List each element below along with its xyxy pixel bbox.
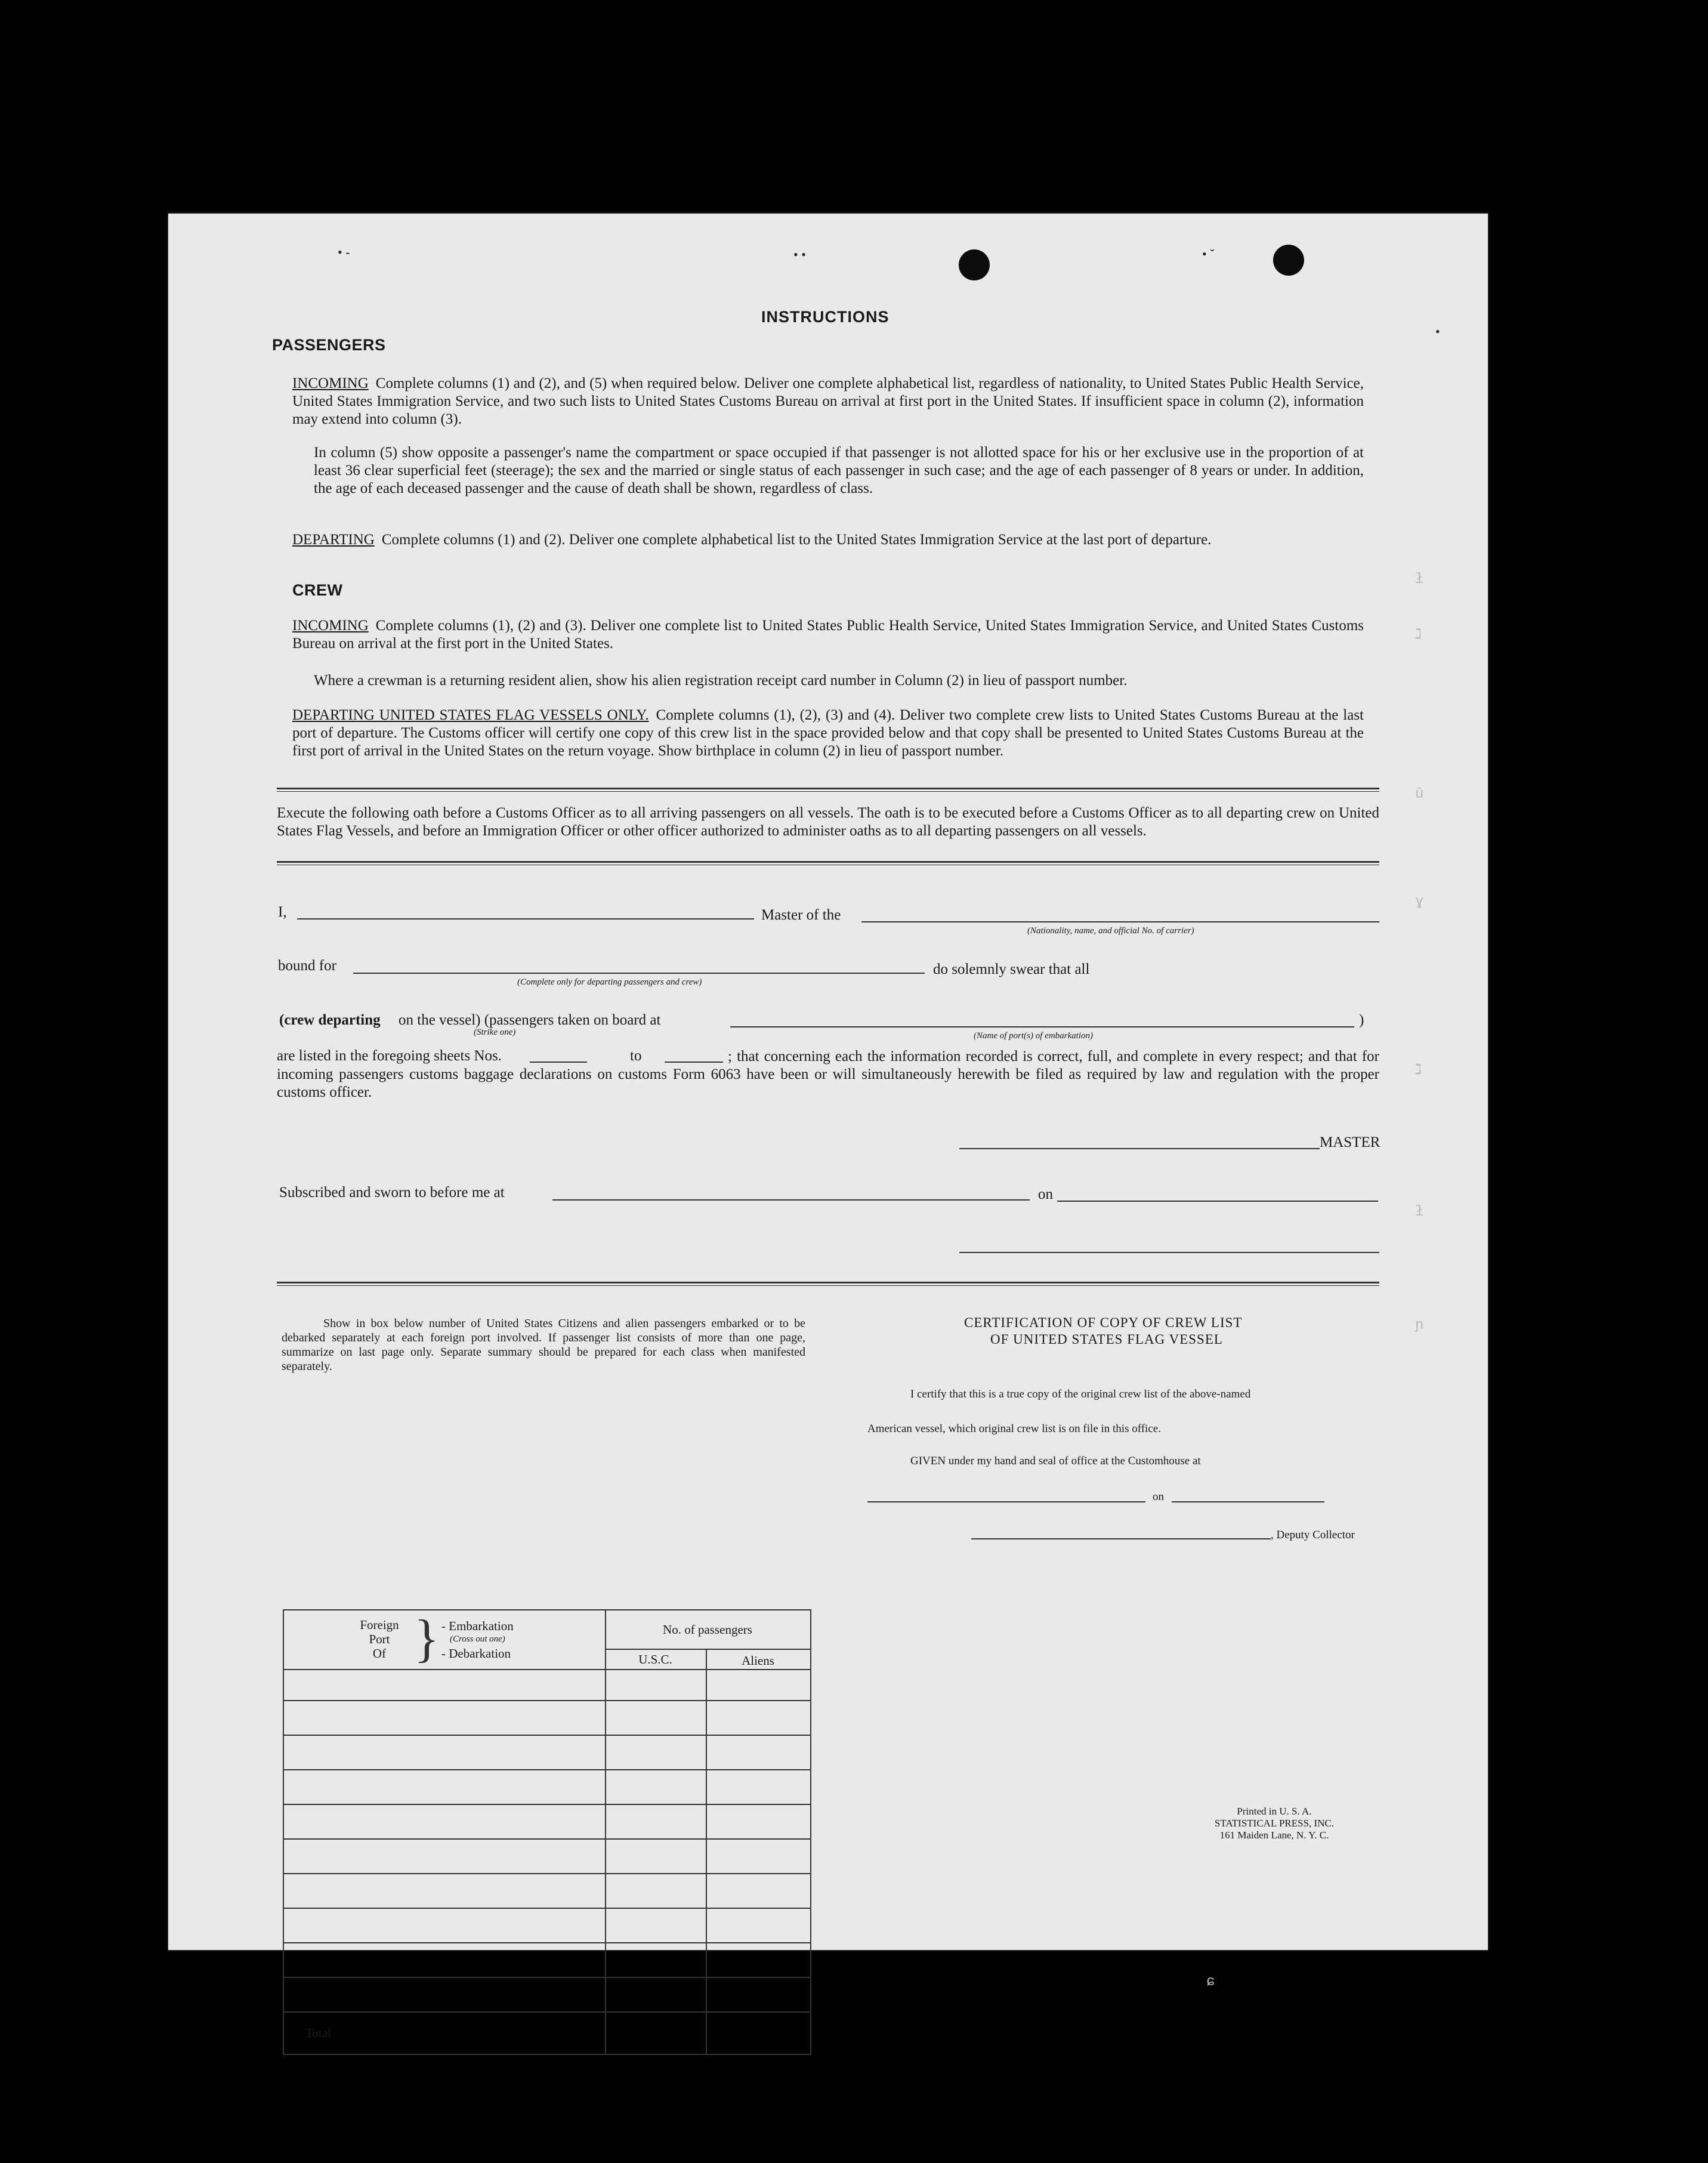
divider-rule [277, 788, 1379, 792]
incoming-label: INCOMING [292, 375, 369, 391]
incoming-label: INCOMING [292, 618, 369, 634]
master-of-label: Master of the [761, 907, 841, 923]
of-label: Of [372, 1646, 387, 1661]
punch-hole [959, 249, 990, 280]
sworn-on-label: on [1038, 1186, 1053, 1202]
passengers-departing-text: DEPARTING Complete columns (1) and (2). Deliver one complete alphabetical list to the United States Immigration Service at the last port of departure. [292, 532, 1212, 548]
oath-body: ; that concerning each the information recorded is correct, full, and complete in every respect; and that for incoming passengers customs baggage declarations on customs Form 6063 have been or will simultaneously herewith be filed as required by law and regulation with the proper customs officer. [277, 1048, 1379, 1100]
bleed-through-mark: ℷ [1415, 627, 1422, 643]
page-title: INSTRUCTIONS [761, 308, 889, 326]
bleed-through-mark: ł [1415, 1204, 1424, 1220]
oath-intro-text: Execute the following oath before a Customs Officer as to all arriving passengers on all vessels. The oath is to be executed before a Customs Officer as to all departing crew on United States Flag Vessels, and before an Immigration Officer or other officer authorized to administer oaths as to all departing passengers on all vessels. [277, 805, 1379, 839]
bound-for-label: bound for [278, 958, 336, 974]
certification-line-3: GIVEN under my hand and seal of office at the Customhouse at [910, 1455, 1201, 1467]
departing-label: DEPARTING [292, 532, 375, 548]
punch-hole [1273, 245, 1304, 276]
scan-speck: • ‑ [338, 245, 350, 260]
certification-line-1: I certify that this is a true copy of the original crew list of the above-named [910, 1388, 1251, 1400]
scan-speck: • ˇ [1202, 246, 1215, 261]
port-label: Port [369, 1632, 390, 1646]
subscribed-label: Subscribed and sworn to before me at [279, 1184, 505, 1201]
vessel-passengers-option: on the vessel) (passengers taken on board at [399, 1012, 661, 1028]
certification-title-1: CERTIFICATION OF COPY OF CREW LIST [964, 1315, 1243, 1330]
total-label: Total [305, 2026, 331, 2040]
embarkation-label: - Embarkation [441, 1619, 514, 1633]
master-signature-field[interactable] [959, 1148, 1320, 1149]
certification-line-2: American vessel, which original crew list is on file in this office. [867, 1423, 1161, 1435]
certification-on-label: on [1153, 1491, 1164, 1503]
bleed-through-mark: ℷ [1415, 1063, 1422, 1079]
column5-text: In column (5) show opposite a passenger's name the compartment or space occupied if that passenger is not allotted space for his or her exclusive use in the proportion of at least 36 clear superficial feet (steerage); the sex and the married or single status of each passenger in such case; and the age of each passenger of 8 years or under. In addition, the age of each deceased passenger and the cause of death shall be shown, regardless of class. [314, 445, 1364, 496]
deputy-collector-signature-field[interactable] [971, 1538, 1271, 1539]
bleed-through-mark: ȗ [1415, 786, 1424, 803]
bleed-through-mark: ɕ [1206, 1974, 1215, 1990]
passengers-heading: PASSENGERS [272, 336, 386, 354]
certification-title-2: OF UNITED STATES FLAG VESSEL [990, 1332, 1223, 1347]
deputy-collector-label: , Deputy Collector [1271, 1529, 1355, 1541]
strike-one-hint: (Strike one) [474, 1027, 516, 1037]
carrier-hint: (Nationality, name, and official No. of carrier) [1027, 926, 1194, 936]
crew-departing-option: (crew departing [279, 1012, 381, 1028]
master-name-field[interactable] [297, 918, 754, 919]
swear-text: do solemnly swear that all [933, 961, 1090, 977]
usc-header: U.S.C. [638, 1652, 672, 1667]
divider-rule [277, 1282, 1379, 1286]
departing-flag-label: DEPARTING UNITED STATES FLAG VESSELS ONLY. [292, 707, 649, 723]
embarkation-port-field[interactable] [730, 1026, 1354, 1027]
bound-for-hint: (Complete only for departing passengers and crew) [517, 977, 702, 987]
customhouse-field[interactable] [867, 1501, 1145, 1502]
scan-speck: • [1435, 324, 1440, 339]
sworn-date-field[interactable] [1057, 1201, 1378, 1202]
cross-out-hint: (Cross out one) [450, 1634, 505, 1644]
form-sheet [168, 214, 1488, 2040]
crew-resident-text: Where a crewman is a returning resident alien, show his alien registration receipt card number in Column (2) in lieu of passport number. [314, 672, 1128, 689]
sworn-location-field[interactable] [552, 1199, 1030, 1201]
crew-departing-text: DEPARTING UNITED STATES FLAG VESSELS ONLY. Complete columns (1), (2), (3) and (4). Deliver two complete crew lists to United States Customs Bureau at the last port of departure. The Customs officer will certify one copy of this crew list in the space provided below and that copy shall be presented to United States Customs Bureau at the first port of arrival in the United States on the return voyage. Show birthplace in column (2) in lieu of passport number. [292, 707, 1364, 759]
carrier-field[interactable] [861, 921, 1379, 922]
port-hint: (Name of port(s) of embarkation) [974, 1031, 1093, 1041]
printer-imprint: Printed in U. S. A. STATISTICAL PRESS, INC. 161 Maiden Lane, N. Y. C. [1214, 1806, 1335, 1841]
summary-note: Show in box below number of United States Citizens and alien passengers embarked or to be debarked separately at each foreign port involved. If passenger list consists of more than one page, summarize on last page only. Separate summary should be prepared for each class when manifested separately. [282, 1317, 805, 1373]
bleed-through-mark: ɣ [1415, 894, 1424, 910]
foreign-label: Foreign [360, 1618, 399, 1632]
crew-incoming-text: INCOMING Complete columns (1), (2) and (3). Deliver one complete list to United States Public Health Service, United States Immigration Service, and United States Customs Bureau on arrival at the first port in the United States. [292, 618, 1364, 652]
certification-date-field[interactable] [1172, 1501, 1324, 1502]
listed-prefix: are listed in the foregoing sheets Nos. [277, 1048, 502, 1064]
crew-heading: CREW [292, 581, 343, 599]
no-passengers-header: No. of passengers [663, 1622, 752, 1637]
bleed-through-mark: ɲ [1415, 1317, 1424, 1334]
debarkation-label: - Debarkation [441, 1646, 511, 1661]
close-paren: ) [1359, 1012, 1364, 1028]
master-label: MASTER [1320, 1134, 1380, 1150]
bleed-through-mark: ł [1415, 572, 1424, 588]
passengers-incoming-text: INCOMING Complete columns (1) and (2), and (5) when required below. Deliver one complete alphabetical list, regardless of nationality, to United States Public Health Service, United States Immigration Service, and two such lists to United States Customs Bureau on arrival at first port in the United States. If insufficient space in column (2), information may extend into column (3). [292, 375, 1364, 427]
passenger-summary-table [283, 1609, 811, 2055]
aliens-header: Aliens [742, 1653, 774, 1668]
bound-for-field[interactable] [353, 973, 925, 974]
divider-rule [277, 861, 1379, 865]
oath-i-label: I, [278, 904, 287, 920]
scan-speck: • • [793, 247, 806, 262]
to-label: to [630, 1048, 642, 1064]
brace-mark: } [414, 1610, 440, 1668]
officer-signature-field[interactable] [959, 1252, 1379, 1253]
